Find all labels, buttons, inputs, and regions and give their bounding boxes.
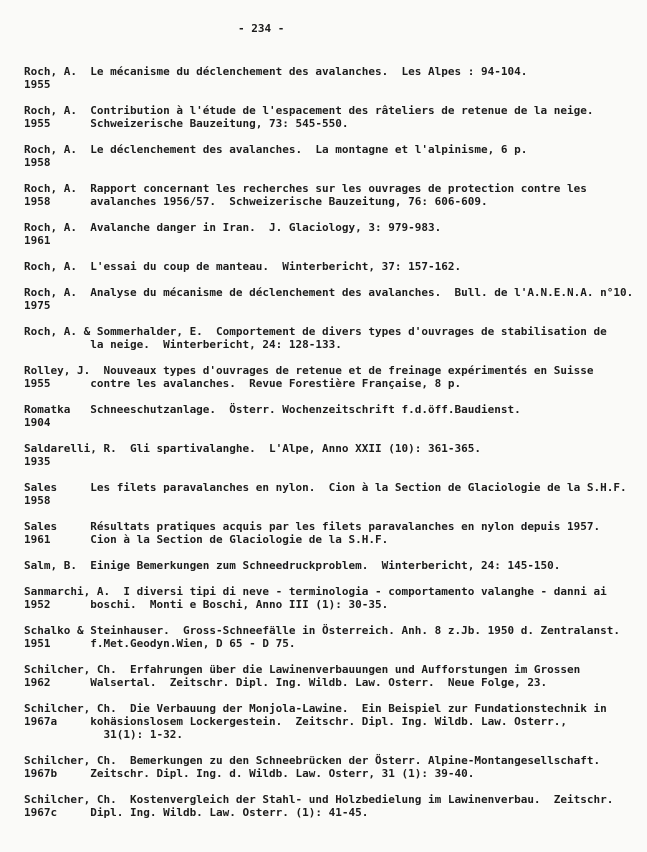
bib-line: 1967b Zeitschr. Dipl. Ing. d. Wildb. Law. Osterr, 31 (1): 39-40. [24,767,475,780]
bib-line: Roch, A. Avalanche danger in Iran. J. Glaciology, 3: 979-983. [24,221,442,234]
bib-entry [24,624,647,650]
bib-line: Salm, B. Einige Bemerkungen zum Schneedruckproblem. Winterbericht, 24: 145-150. [24,559,561,572]
bib-line: 31(1): 1-32. [24,728,183,741]
bib-line: 1955 Schweizerische Bauzeitung, 73: 545-550. [24,117,349,130]
bib-line: 1955 contre les avalanches. Revue Forestière Française, 8 p. [24,377,462,390]
bib-entry [24,793,647,819]
bib-entry [24,286,647,312]
bib-entry [24,65,647,91]
page-number: - 234 - [238,22,285,35]
bib-line: 1967c Dipl. Ing. Wildb. Law. Osterr. (1): 41-45. [24,806,369,819]
bib-entry [24,702,647,741]
bib-line: Saldarelli, R. Gli spartivalanghe. L'Alpe, Anno XXII (10): 361-365. [24,442,481,455]
bib-line: 1967a kohäsionslosem Lockergestein. Zeitschr. Dipl. Ing. Wildb. Law. Osterr., [24,715,568,728]
bib-line: 1962 Walsertal. Zeitschr. Dipl. Ing. Wildb. Law. Osterr. Neue Folge, 23. [24,676,548,689]
bib-line: 1935 [24,455,51,468]
bib-line: 1955 [24,78,51,91]
bib-line: la neige. Winterbericht, 24: 128-133. [24,338,342,351]
bib-line: Roch, A. Le mécanisme du déclenchement des avalanches. Les Alpes : 94-104. [24,65,528,78]
bib-entry [24,481,647,507]
bib-entry [24,104,647,130]
bib-line: 1961 Cion à la Section de Glaciologie de la S.H.F. [24,533,389,546]
bib-line: Roch, A. Rapport concernant les recherches sur les ouvrages de protection contre les [24,182,587,195]
bib-line: Roch, A. L'essai du coup de manteau. Winterbericht, 37: 157-162. [24,260,462,273]
bib-line: Roch, A. Contribution à l'étude de l'espacement des râteliers de retenue de la neige. [24,104,594,117]
bib-line: 1958 [24,494,51,507]
bib-line: Schilcher, Ch. Erfahrungen über die Lawinenverbauungen und Aufforstungen im Grossen [24,663,581,676]
bib-entry [24,221,647,247]
bib-line: Sales Les filets paravalanches en nylon. Cion à la Section de Glaciologie de la S.H.F. [24,481,627,494]
bib-entry [24,403,647,429]
bib-line: Schilcher, Ch. Bemerkungen zu den Schneebrücken der Österr. Alpine-Montangesellschaft. [24,754,601,767]
bib-entry [24,325,647,351]
bib-entry [24,260,647,273]
bib-line: Schalko & Steinhauser. Gross-Schneefälle in Österreich. Anh. 8 z.Jb. 1950 d. Zentralanst. [24,624,621,637]
bib-entry [24,182,647,208]
bib-line: 1958 [24,156,51,169]
bib-entry [24,364,647,390]
bib-line: Roch, A. Le déclenchement des avalanches. La montagne et l'alpinisme, 6 p. [24,143,528,156]
bib-line: 1952 boschi. Monti e Boschi, Anno III (1): 30-35. [24,598,389,611]
bib-line: 1904 [24,416,51,429]
bib-line: Rolley, J. Nouveaux types d'ouvrages de retenue et de freinage expérimentés en Suisse [24,364,594,377]
bib-line: 1958 avalanches 1956/57. Schweizerische Bauzeitung, 76: 606-609. [24,195,488,208]
bib-line: Roch, A. Analyse du mécanisme de déclenchement des avalanches. Bull. de l'A.N.E.N.A. n°10. [24,286,634,299]
bib-entry [24,442,647,468]
bib-line: Sales Résultats pratiques acquis par les filets paravalanches en nylon depuis 1957. [24,520,601,533]
bib-entry [24,663,647,689]
bib-entry [24,585,647,611]
bib-entry [24,520,647,546]
bib-line: Schilcher, Ch. Kostenvergleich der Stahl- und Holzbedielung im Lawinenverbau. Zeitschr. [24,793,614,806]
bib-entry [24,143,647,169]
bib-entry [24,559,647,572]
bib-line: Schilcher, Ch. Die Verbauung der Monjola-Lawine. Ein Beispiel zur Fundationstechnik in [24,702,607,715]
bib-entry [24,754,647,780]
bib-line: Sanmarchi, A. I diversi tipi di neve - terminologia - comportamento valanghe - danni ai [24,585,607,598]
bib-line: Roch, A. & Sommerhalder, E. Comportement de divers types d'ouvrages de stabilisation de [24,325,607,338]
bib-line: 1961 [24,234,51,247]
bib-line: 1975 [24,299,51,312]
bibliography-list [24,65,647,819]
bib-line: Romatka Schneeschutzanlage. Österr. Wochenzeitschrift f.d.öff.Baudienst. [24,403,521,416]
bib-line: 1951 f.Met.Geodyn.Wien, D 65 - D 75. [24,637,296,650]
